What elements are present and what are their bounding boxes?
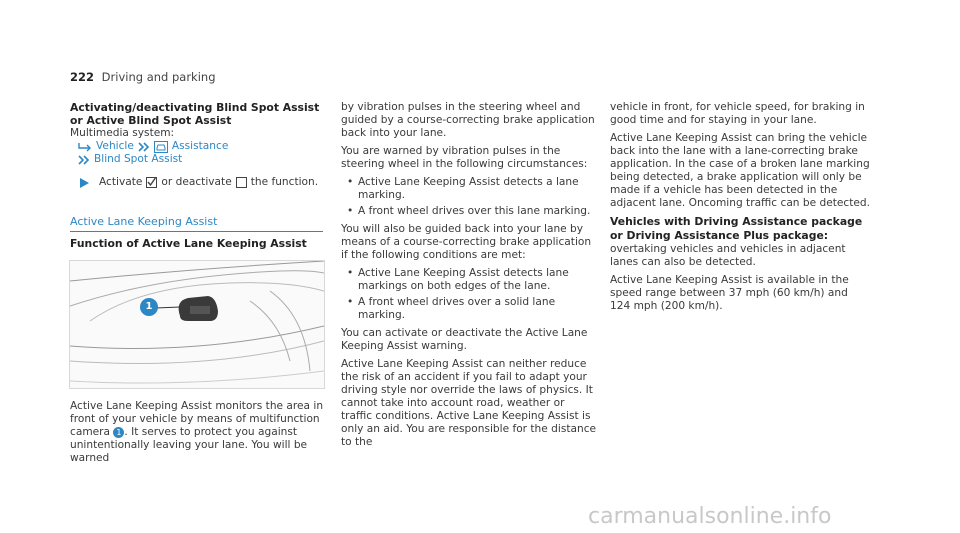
nav-blind-spot-link[interactable]: Blind Spot Assist bbox=[94, 153, 183, 165]
double-chevron-icon bbox=[78, 155, 90, 165]
page-header bbox=[70, 70, 216, 84]
left-body-paragraph bbox=[70, 400, 328, 465]
checkbox-empty-icon bbox=[236, 177, 247, 188]
middle-paragraph-1: by vibration pulses in the steering wheel and guided by a course-correcting brake application back into your lane. bbox=[341, 101, 595, 139]
submenu-arrow-icon bbox=[78, 142, 92, 152]
nav-assistance-link[interactable]: Assistance bbox=[171, 140, 229, 152]
checkbox-checked-icon bbox=[146, 177, 157, 188]
double-chevron-icon bbox=[138, 142, 150, 152]
car-assistance-icon bbox=[154, 141, 168, 153]
page-number: 222 bbox=[70, 70, 95, 84]
right-column bbox=[610, 101, 870, 318]
windshield-camera-figure bbox=[69, 260, 325, 389]
middle-paragraph-4: You can activate or deactivate the Active Lane Keeping Assist warning. bbox=[341, 327, 588, 352]
nav-path-row2 bbox=[78, 153, 326, 166]
right-paragraph-4: Active Lane Keeping Assist is available in the speed range between 37 mph (60 km/h) and 124 mph (200 km/h). bbox=[610, 274, 849, 312]
brake-conditions-list bbox=[341, 267, 597, 322]
middle-paragraph-2: You are warned by vibration pulses in the steering wheel in the following circumstances: bbox=[341, 145, 588, 170]
left-column bbox=[70, 101, 326, 189]
package-text: overtaking vehicles and vehicles in adjacent lanes can also be detected. bbox=[610, 243, 846, 268]
middle-paragraph-5: Active Lane Keeping Assist can neither reduce the risk of an accident if you fail to adapt your driving style nor override the laws of physics. It cannot take into account road, weather or traffic conditions. Active Lane Keeping Assist is only an aid. You are responsible for the distance to the bbox=[341, 358, 597, 448]
watermark: carmanualsonline.info bbox=[588, 504, 832, 529]
package-label: Vehicles with Driving Assistance package or Driving Assistance Plus package: bbox=[610, 215, 863, 242]
windshield-illustration bbox=[70, 261, 324, 388]
left-body-text-b: . It serves to protect you against unintentionally leaving your lane. You will be warned bbox=[70, 426, 308, 464]
function-subheading: Function of Active Lane Keeping Assist bbox=[70, 237, 307, 250]
section-title: Active Lane Keeping Assist bbox=[70, 215, 323, 232]
right-paragraph-3 bbox=[610, 215, 870, 269]
list-item: • A front wheel drives over this lane marking. bbox=[347, 205, 591, 217]
camera-inline-callout: 1 bbox=[113, 427, 124, 438]
list-item: • Active Lane Keeping Assist detects lane markings on both edges of the lane. bbox=[347, 267, 569, 292]
warning-conditions-list bbox=[341, 176, 597, 218]
play-step-icon bbox=[80, 178, 89, 188]
system-label: Multimedia system: bbox=[70, 127, 175, 139]
middle-column bbox=[341, 101, 597, 454]
list-item: • A front wheel drives over a solid lane marking. bbox=[347, 296, 556, 321]
the-function-text: the function. bbox=[250, 176, 319, 188]
or-deactivate-text: or deactivate bbox=[161, 176, 232, 188]
activate-text: Activate bbox=[99, 176, 143, 188]
nav-vehicle-link[interactable]: Vehicle bbox=[96, 140, 134, 152]
list-item: • Active Lane Keeping Assist detects a lane marking. bbox=[347, 176, 579, 201]
middle-paragraph-3: You will also be guided back into your lane by means of a course-correcting brake application if the following conditions are met: bbox=[341, 223, 592, 261]
right-paragraph-1: vehicle in front, for vehicle speed, for braking in good time and for staying in your lane. bbox=[610, 101, 865, 126]
section-name: Driving and parking bbox=[101, 70, 216, 84]
right-paragraph-2: Active Lane Keeping Assist can bring the vehicle back into the lane with a lane-correcting brake application. In the case of a broken lane marking being detected, a brake application will only be made if a vehicle has been detected in the adjacent lane. Oncoming traffic can be detected. bbox=[610, 132, 871, 209]
left-body bbox=[70, 400, 328, 470]
camera-callout-badge: 1 bbox=[140, 298, 158, 316]
blind-spot-heading: Activating/deactivating Blind Spot Assist or Active Blind Spot Assist bbox=[70, 101, 320, 127]
left-body-text-a: Active Lane Keeping Assist monitors the area in front of your vehicle by means of multifunction camera bbox=[70, 400, 324, 438]
activate-instruction bbox=[80, 176, 326, 189]
nav-path-row1 bbox=[78, 140, 326, 153]
